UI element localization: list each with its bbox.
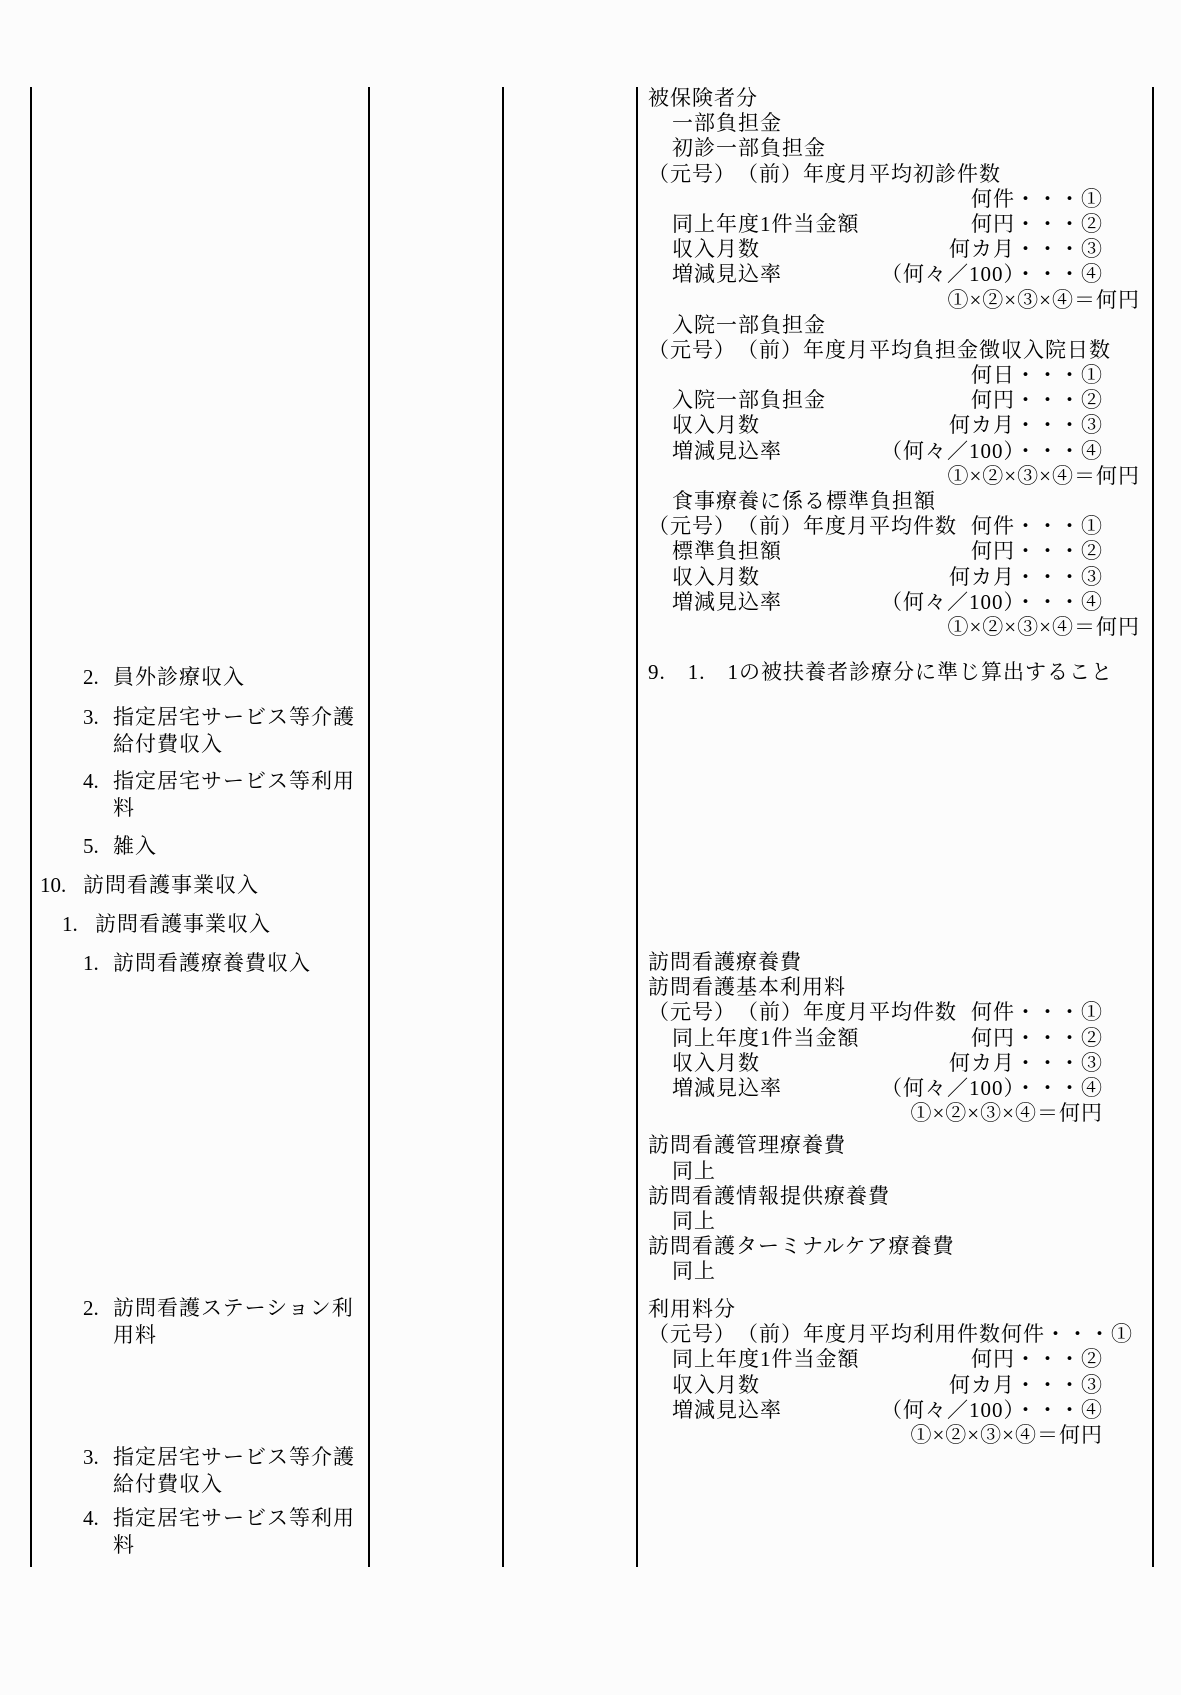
calc-value: 何カ月・・・③	[949, 413, 1103, 438]
calc-label: （元号） （前）年度月平均件数	[648, 514, 957, 539]
item-label: 用料	[113, 1323, 157, 1347]
calc-value: 何カ月・・・③	[949, 1050, 1103, 1075]
item-label: 訪問看護療養費収入	[113, 951, 311, 975]
calc-label: 収入月数	[672, 413, 760, 438]
calc-value: 何件・・・①	[971, 1000, 1103, 1025]
item-number: 1.	[62, 912, 78, 936]
calc-label: 同上年度1件当金額	[672, 1025, 860, 1050]
calc-text: ①×②×③×④＝何円	[910, 1422, 1103, 1447]
calc-line	[648, 1076, 1103, 1101]
account-item-line	[83, 1505, 355, 1531]
item-number: 5.	[83, 834, 99, 858]
calc-line	[648, 1184, 1103, 1209]
calc-value: 何カ月・・・③	[949, 237, 1103, 262]
calc-text: 訪問看護基本利用料	[648, 975, 846, 1000]
calc-text: ①×②×③×④＝何円	[947, 463, 1140, 488]
calc-label: 同上年度1件当金額	[672, 1347, 860, 1372]
calc-value: （何々／100）・・・④	[881, 1397, 1103, 1422]
item-label: 給付費収入	[113, 1472, 223, 1496]
calc-line	[648, 187, 1103, 212]
calc-line	[648, 615, 1140, 640]
calc-text: 9. 1. 1の被扶養者診療分に準じ算出すること	[648, 660, 1113, 684]
calc-label: 増減見込率	[672, 589, 782, 614]
calc-line	[648, 439, 1103, 464]
calc-value: 何円・・・②	[971, 1025, 1103, 1050]
calc-text: ①×②×③×④＝何円	[947, 614, 1140, 639]
calc-text: 利用料分	[648, 1297, 736, 1321]
calc-line	[648, 363, 1103, 388]
calc-line	[648, 212, 1103, 237]
calc-label: 増減見込率	[672, 262, 782, 287]
calc-text: 入院一部負担金	[672, 312, 826, 337]
calc-text: 被保険者分	[648, 86, 758, 110]
calc-line	[648, 388, 1103, 413]
calc-line	[648, 1209, 1103, 1234]
calc-line	[648, 975, 1103, 1000]
calc-value: 何円・・・②	[971, 539, 1103, 564]
calc-value: （何々／100）・・・④	[881, 1075, 1103, 1100]
item-label: 指定居宅サービス等利用	[113, 769, 355, 793]
item-number: 3.	[83, 705, 99, 729]
account-item-line	[83, 664, 245, 690]
item-label: 訪問看護事業収入	[95, 912, 271, 936]
column-divider	[502, 87, 504, 1567]
calc-visiting-nursing-medical-fees	[648, 950, 1103, 1284]
calc-text: （元号） （前）年度月平均負担金徴収入院日数	[648, 337, 1111, 362]
item-number: 1.	[83, 951, 99, 975]
calc-value: 何件・・・①	[971, 514, 1103, 539]
calc-line	[648, 136, 1103, 161]
calc-text: 訪問看護療養費	[648, 950, 802, 974]
calc-label: （元号） （前）年度月平均件数	[648, 1000, 957, 1025]
calc-line	[648, 1259, 1103, 1284]
calc-value: 何円・・・②	[971, 388, 1103, 413]
account-item-line	[40, 872, 259, 898]
calc-value: 何円・・・②	[971, 1347, 1103, 1372]
account-item-line	[83, 950, 311, 976]
calc-line	[648, 262, 1103, 287]
calc-line	[648, 1026, 1103, 1051]
calc-line	[648, 464, 1140, 489]
calc-line	[648, 950, 1103, 975]
account-item-line	[83, 704, 355, 730]
account-item-line	[83, 1444, 355, 1470]
calc-line	[648, 565, 1103, 590]
calc-text: ①×②×③×④＝何円	[910, 1101, 1103, 1126]
account-item-continuation	[113, 1322, 157, 1348]
calc-line	[648, 1133, 1103, 1158]
calc-line	[648, 1101, 1103, 1126]
calc-label: 増減見込率	[672, 1075, 782, 1100]
calc-label: 収入月数	[672, 237, 760, 262]
calc-value: （何々／100）・・・④	[881, 589, 1103, 614]
account-item-continuation	[113, 731, 223, 757]
calc-text: 何日・・・①	[971, 363, 1103, 388]
calc-label: 収入月数	[672, 564, 760, 589]
calc-text: 一部負担金	[672, 111, 782, 136]
calc-line	[648, 86, 1103, 111]
calc-line	[648, 1423, 1103, 1448]
item-label: 雑入	[113, 834, 157, 858]
calc-label: 収入月数	[672, 1372, 760, 1397]
calc-line	[648, 288, 1140, 313]
calc-line	[648, 1322, 1133, 1347]
item-label: 指定居宅サービス等介護	[113, 1445, 355, 1469]
calc-label: 同上年度1件当金額	[672, 211, 860, 236]
item-label: 料	[113, 796, 135, 820]
calc-value: 何カ月・・・③	[949, 564, 1103, 589]
item-number: 4.	[83, 769, 99, 793]
item-number: 2.	[83, 665, 99, 689]
calc-text: 訪問看護ターミナルケア療養費	[648, 1234, 955, 1259]
calc-label: 標準負担額	[672, 539, 782, 564]
calc-text: （元号） （前）年度月平均初診件数	[648, 161, 1001, 186]
calc-text: 同上	[672, 1259, 716, 1284]
item-label: 員外診療収入	[113, 665, 245, 689]
calc-text: 初診一部負担金	[672, 136, 826, 161]
calc-text: 何件・・・①	[971, 186, 1103, 211]
calc-line	[648, 1159, 1103, 1184]
calc-label: 入院一部負担金	[672, 388, 826, 413]
calc-line	[648, 162, 1103, 187]
calc-value: 何カ月・・・③	[949, 1372, 1103, 1397]
account-item-continuation	[113, 1471, 223, 1497]
calc-usage-fees	[648, 1297, 1133, 1448]
calc-line	[648, 111, 1103, 136]
calc-line	[648, 1051, 1103, 1076]
item-number: 2.	[83, 1296, 99, 1320]
calc-label: 増減見込率	[672, 438, 782, 463]
account-item-line	[62, 911, 271, 937]
item-number: 10.	[40, 873, 67, 897]
calc-insured-person-copayment	[648, 86, 1140, 640]
calc-value: 何円・・・②	[971, 211, 1103, 236]
calc-value: 何件・・・①	[1001, 1322, 1133, 1347]
calc-line	[648, 1398, 1103, 1423]
calc-line	[648, 1297, 1103, 1322]
calc-line	[648, 1347, 1103, 1372]
item-number: 4.	[83, 1506, 99, 1530]
account-item-line	[83, 1295, 354, 1321]
calc-text: 訪問看護管理療養費	[648, 1133, 846, 1158]
account-item-line	[83, 833, 157, 859]
item-number: 3.	[83, 1445, 99, 1469]
column-divider	[30, 87, 32, 1567]
column-divider	[368, 87, 370, 1567]
calc-line	[648, 539, 1103, 564]
calc-line	[648, 413, 1103, 438]
item-label: 指定居宅サービス等介護	[113, 705, 355, 729]
calc-note-9	[648, 660, 1113, 685]
calc-line	[648, 590, 1103, 615]
calc-line	[648, 514, 1103, 539]
account-item-continuation	[113, 1532, 135, 1558]
calc-line	[648, 1234, 1103, 1259]
item-label: 給付費収入	[113, 732, 223, 756]
account-item-continuation	[113, 795, 135, 821]
calc-label: （元号） （前）年度月平均利用件数	[648, 1322, 1001, 1347]
calc-line	[648, 1000, 1103, 1025]
calc-value: （何々／100）・・・④	[881, 438, 1103, 463]
calc-text: 同上	[672, 1208, 716, 1233]
calc-label: 増減見込率	[672, 1397, 782, 1422]
item-label: 訪問看護事業収入	[83, 873, 259, 897]
calc-label: 収入月数	[672, 1050, 760, 1075]
item-label: 指定居宅サービス等利用	[113, 1506, 355, 1530]
column-divider	[636, 87, 638, 1567]
calc-text: 食事療養に係る標準負担額	[672, 489, 936, 513]
calc-line	[648, 237, 1103, 262]
column-divider	[1152, 87, 1154, 1567]
calc-text: ①×②×③×④＝何円	[947, 287, 1140, 312]
item-label: 料	[113, 1533, 135, 1557]
calc-line	[648, 660, 1113, 685]
calc-line	[648, 313, 1103, 338]
calc-line	[648, 1373, 1103, 1398]
calc-value: （何々／100）・・・④	[881, 262, 1103, 287]
calc-line	[648, 337, 1111, 363]
calc-line	[648, 489, 1103, 514]
account-item-line	[83, 768, 355, 794]
item-label: 訪問看護ステーション利	[113, 1296, 354, 1320]
calc-text: 訪問看護情報提供療養費	[648, 1183, 890, 1208]
calc-text: 同上	[672, 1158, 716, 1183]
